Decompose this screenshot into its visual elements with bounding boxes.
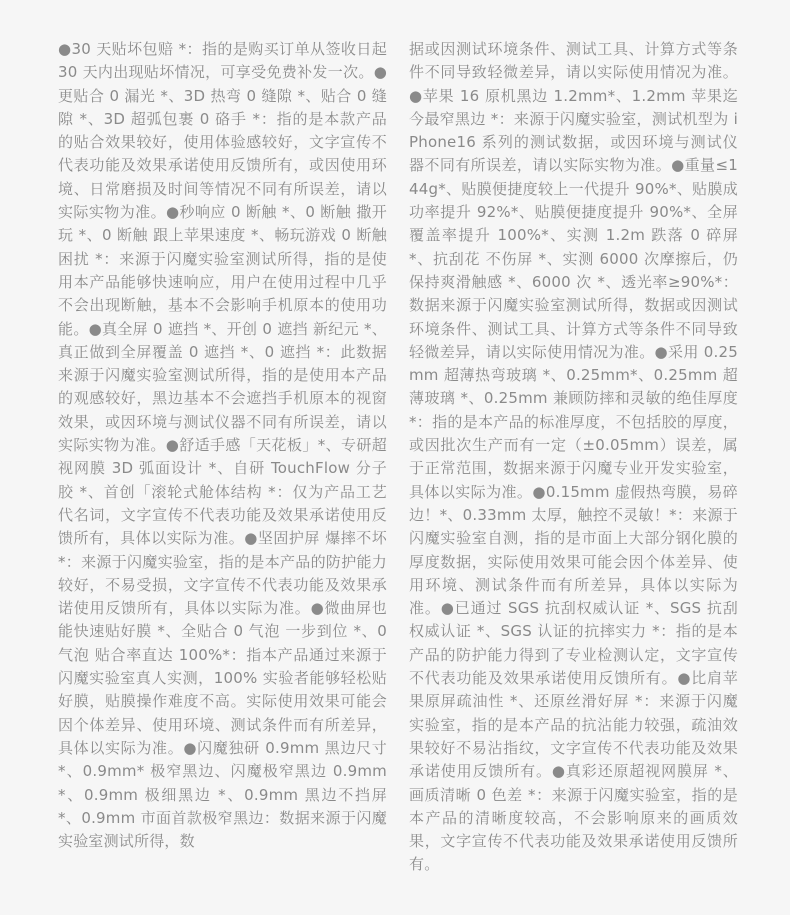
- disclaimer-left-column: ●30 天贴坏包赔 *：指的是购买订单从签收日起 30 天内出现贴坏情况，可享受免费补发一次。●更贴合 0 漏光 *、3D 热弯 0 缝隙 *、贴合 0 缝隙 *、3D 超弧包裹 0 硌手 *：指的是本款产品的贴合效果较好，使用体验感较好，文字宣传不代表功能及效果承诺使用反馈所有，或因使用环境、日常磨损及时间等情况不同有所误差，请以实际实物为准。●秒响应 0 断触 *、0 断触 撒开玩 *、0 断触 跟上苹果速度 *、畅玩游戏 0 断触困扰 *：来源于闪魔实验室测试所得，指的是使用本产品能够快速响应，用户在使用过程中几乎不会出现断触，基本不会影响手机原本的使用功能。●真全屏 0 遮挡 *、开创 0 遮挡 新纪元 *、真正做到全屏覆盖 0 遮挡 *、0 遮挡 *：此数据来源于闪魔实验室测试所得，指的是使用本产品的观感较好，黑边基本不会遮挡手机原本的视窗效果，或因环境与测试仪器不同有所误差，请以实际实物为准。●舒适手感「天花板」*、专研超视网膜 3D 弧面设计 *、自研 TouchFlow 分子胶 *、首创「滚轮式舱体结构 *：仅为产品工艺代名词，文字宣传不代表功能及效果承诺使用反馈所有，具体以实际为准。●坚固护屏 爆摔不坏 *：来源于闪魔实验室，指的是本产品的防护能力较好，不易受损，文字宣传不代表功能及效果承诺使用反馈所有，具体以实际为准。●微曲屏也能快速贴好膜 *、全贴合 0 气泡 一步到位 *、0 气泡 贴合率直达 100%*：指本产品通过来源于闪魔实验室真人实测，100% 实验者能够轻松贴好膜，贴膜操作难度不高。实际使用效果可能会因个体差异、使用环境、测试条件而有所差异，具体以实际为准。●闪魔独研 0.9mm 黑边尺寸 *、0.9mm* 极窄黑边、闪魔极窄黑边 0.9mm*、0.9mm 极细黑边 *、0.9mm 黑边不挡屏 *、0.9mm 市面首款极窄黑边：数据来源于闪魔实验室测试所得，数: [58, 40, 387, 851]
- disclaimer-right-column: 据或因测试环境条件、测试工具、计算方式等条件不同导致轻微差异，请以实际使用情况为准。●苹果 16 原机黑边 1.2mm*、1.2mm 苹果迄今最窄黑边 *：来源于闪魔实验室，测试机型为 iPhone16 系列的测试数据，或因环境与测试仪器不同有所误差，请以实际实物为准。●重量≤144g*、贴膜便捷度较上一代提升 90%*、贴膜成功率提升 92%*、贴膜便捷度提升 90%*、全屏覆盖率提升 100%*、实测 1.2m 跌落 0 碎屏 *、抗刮花 不伤屏 *、实测 6000 次摩擦后，仍保持爽滑触感 *、6000 次 *、透光率≥90%*：数据来源于闪魔实验室测试所得，数据或因测试环境条件、测试工具、计算方式等条件不同导致轻微差异，请以实际使用情况为准。●采用 0.25mm 超薄热弯玻璃 *、0.25mm*、0.25mm 超薄玻璃 *、0.25mm 兼顾防摔和灵敏的绝佳厚度 *：指的是本产品的标准厚度，不包括胶的厚度，或因批次生产而有一定（±0.05mm）误差，属于正常范围，数据来源于闪魔专业开发实验室，具体以实际为准。●0.15mm 虚假热弯膜，易碎边！*、0.33mm 太厚，触控不灵敏！*：来源于闪魔实验室自测，指的是市面上大部分钢化膜的厚度数据，实际使用效果可能会因个体差异、使用环境、测试条件而有所差异，具体以实际为准。●已通过 SGS 抗刮权威认证 *、SGS 抗刮权威认证 *、SGS 认证的抗摔实力 *：指的是本产品的防护能力得到了专业检测认定，文字宣传不代表功能及效果承诺使用反馈所有。●比肩苹果原屏疏油性 *、还原丝滑好屏 *：来源于闪魔实验室，指的是本产品的抗沾能力较强，疏油效果较好不易沾指纹，文字宣传不代表功能及效果承诺使用反馈所有。●真彩还原超视网膜屏 *、画质清晰 0 色差 *：来源于闪魔实验室，指的是本产品的清晰度较高，不会影响原来的画质效果，文字宣传不代表功能及效果承诺使用反馈所有。: [409, 40, 738, 874]
